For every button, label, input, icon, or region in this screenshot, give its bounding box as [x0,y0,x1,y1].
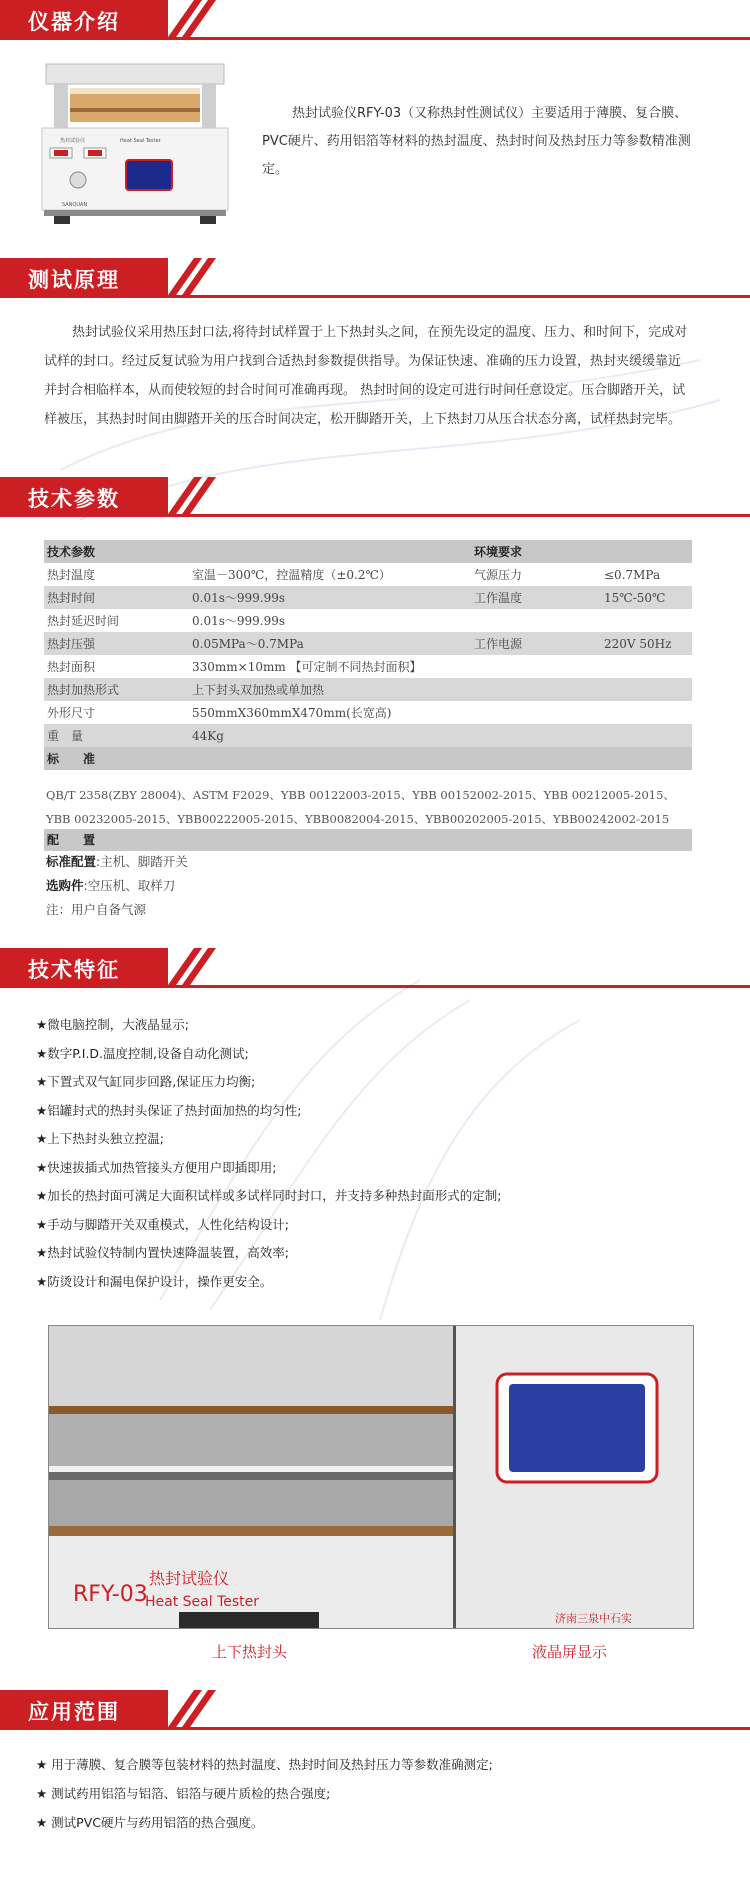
section-header-features [0,948,750,988]
spec-key: 热封压强 [44,632,189,655]
product-detail-photo [48,1325,694,1629]
section-header-params [0,477,750,517]
spec-header-row [44,540,692,563]
section-title: 技术参数 [28,487,120,511]
section-title: 测试原理 [28,268,120,292]
standards-header-row [44,747,692,770]
spec-value: 上下封头双加热或单加热 [189,678,471,701]
feature-item: ★防烫设计和漏电保护设计，操作更安全。 [36,1273,273,1289]
spec-row [44,678,692,701]
spec-row [44,609,692,632]
photo-label-cn: 热封试验仪 [149,1569,230,1588]
spec-header-right: 环境要求 [471,540,601,563]
photo-label-model: RFY-03 [73,1582,148,1607]
machine-label-en: Heat Seal Tester [120,138,161,144]
env-key: 工作温度 [471,586,601,609]
env-value: 15℃-50℃ [601,586,692,609]
section-header-principle [0,258,750,298]
spec-row [44,701,692,724]
config-optional-label: 选购件 [46,878,84,893]
machine-label-cn: 热封试验仪 [60,138,86,144]
section-title: 仪器介绍 [28,10,120,34]
application-item: ★ 测试药用铝箔与铝箔、铝箔与硬片质检的热合强度; [36,1786,331,1801]
config-list [46,850,188,922]
standards-line: QB/T 2358(ZBY 28004)、ASTM F2029、YBB 00122003-2015、YBB 00152002-2015、YBB 00212005-2015、 [46,788,675,802]
spec-key: 热封延迟时间 [47,614,120,628]
env-value: ≤0.7MPa [604,567,661,582]
spec-value: 44Kg [189,724,471,747]
application-list [36,1750,716,1837]
product-detail-illustration [49,1326,693,1628]
spec-value: 550mmX360mmX470mm(长宽高) [192,706,392,720]
env-value [601,678,692,701]
spec-row [44,655,692,678]
section-header-applications [0,1690,750,1730]
spec-key: 热封温度 [47,568,96,582]
env-value [601,701,692,724]
spec-key: 重 量 [44,724,189,747]
config-header: 配 置 [44,829,692,851]
env-value [601,609,692,632]
spec-header-left: 技术参数 [44,540,189,563]
config-optional [46,874,188,898]
application-item: ★ 用于薄膜、复合膜等包装材料的热封温度、热封时间及热封压力等参数准确测定; [36,1757,493,1772]
env-value [601,724,692,747]
feature-item: ★铝罐封式的热封头保证了热封面加热的均匀性; [36,1102,302,1118]
config-optional-value: :空压机、取样刀 [83,878,176,893]
section-header-intro [0,0,750,40]
feature-item: ★下置式双气缸同步回路,保证压力均衡; [36,1074,256,1089]
principle-paragraph: 热封试验仪采用热压封口法,将待封试样置于上下热封头之间，在预先设定的温度、压力、和时间下，完成对试样的封口。经过反复试验为用户找到合适热封参数提供指导。为保证快速、准确的压力设置，热封夹缓缓靠近并封合相临样本，从而使较短的封合时间可准确再现。 热封时间的设定可进行时间任意设定。压合脚踏开关，试样被压，其热封时间由脚踏开关的压合时间决定，松开脚踏开关，上下热封刀从压合状态分离，试样热封完毕。 [44,325,688,427]
env-key [471,701,601,724]
spec-row [44,632,692,655]
spec-value: 0.01s～999.99s [189,586,471,609]
machine-brand: SANQUAN [62,202,88,208]
spec-row [44,563,692,586]
caption-lcd-display: 液晶屏显示 [532,1643,608,1661]
standards-list [46,783,696,831]
config-standard-label: 标准配置 [46,854,97,869]
feature-item: ★上下热封头独立控温; [36,1131,164,1146]
env-key [471,655,601,678]
feature-item: ★数字P.I.D.温度控制,设备自动化测试; [36,1045,249,1061]
env-key [471,678,601,701]
feature-item: ★加长的热封面可满足大面积试样或多试样同时封口，并支持多种热封面形式的定制; [36,1188,502,1203]
standards-header: 标 准 [44,747,692,770]
feature-item: ★手动与脚踏开关双重模式，人性化结构设计; [36,1216,289,1232]
spec-value: 室温－300℃，控温精度（±0.2℃） [192,568,391,582]
config-standard [46,850,188,874]
spec-key: 外形尺寸 [47,706,96,720]
env-value: 220V 50Hz [601,632,692,655]
config-standard-value: :主机、脚踏开关 [96,854,188,869]
spec-key: 热封加热形式 [44,678,189,701]
photo-label-en: Heat Seal Tester [145,1594,260,1610]
application-item: ★ 测试PVC硬片与药用铝箔的热合强度。 [36,1815,264,1830]
env-value [601,655,692,678]
config-note: 注：用户自备气源 [46,902,147,917]
spec-key: 热封时间 [44,586,189,609]
spec-value: 0.05MPa～0.7MPa [189,632,471,655]
feature-list [36,1011,716,1296]
photo-label-maker: 济南三泉中石实 [555,1612,632,1625]
section-title: 技术特征 [28,958,120,982]
intro-paragraph: 热封试验仪RFY-03（又称热封性测试仪）主要适用于薄膜、复合膜、PVC硬片、药用铝箔等材料的热封温度、热封时间及热封压力等参数精准测定。 [262,106,691,177]
spec-key: 热封面积 [47,660,96,674]
spec-row [44,586,692,609]
feature-item: ★微电脑控制，大液晶显示; [36,1017,189,1032]
spec-table [44,540,692,770]
spec-value: 0.01s～999.99s [192,614,286,628]
heat-seal-tester-image [40,62,230,227]
standards-line: YBB 00232005-2015、YBB00222005-2015、YBB0082004-2015、YBB00202005-2015、YBB00242002-2015 [46,812,670,826]
env-key: 气源压力 [474,568,523,582]
env-key [471,724,601,747]
feature-item: ★快速拔插式加热管接头方便用户即插即用; [36,1159,277,1175]
feature-item: ★热封试验仪特制内置快速降温装置，高效率; [36,1245,289,1260]
env-key [471,609,601,632]
env-key: 工作电源 [471,632,601,655]
spec-value: 330mm×10mm 【可定制不同热封面积】 [192,660,422,674]
caption-sealing-heads: 上下热封头 [212,1643,288,1661]
spec-row [44,724,692,747]
section-title: 应用范围 [28,1700,120,1724]
